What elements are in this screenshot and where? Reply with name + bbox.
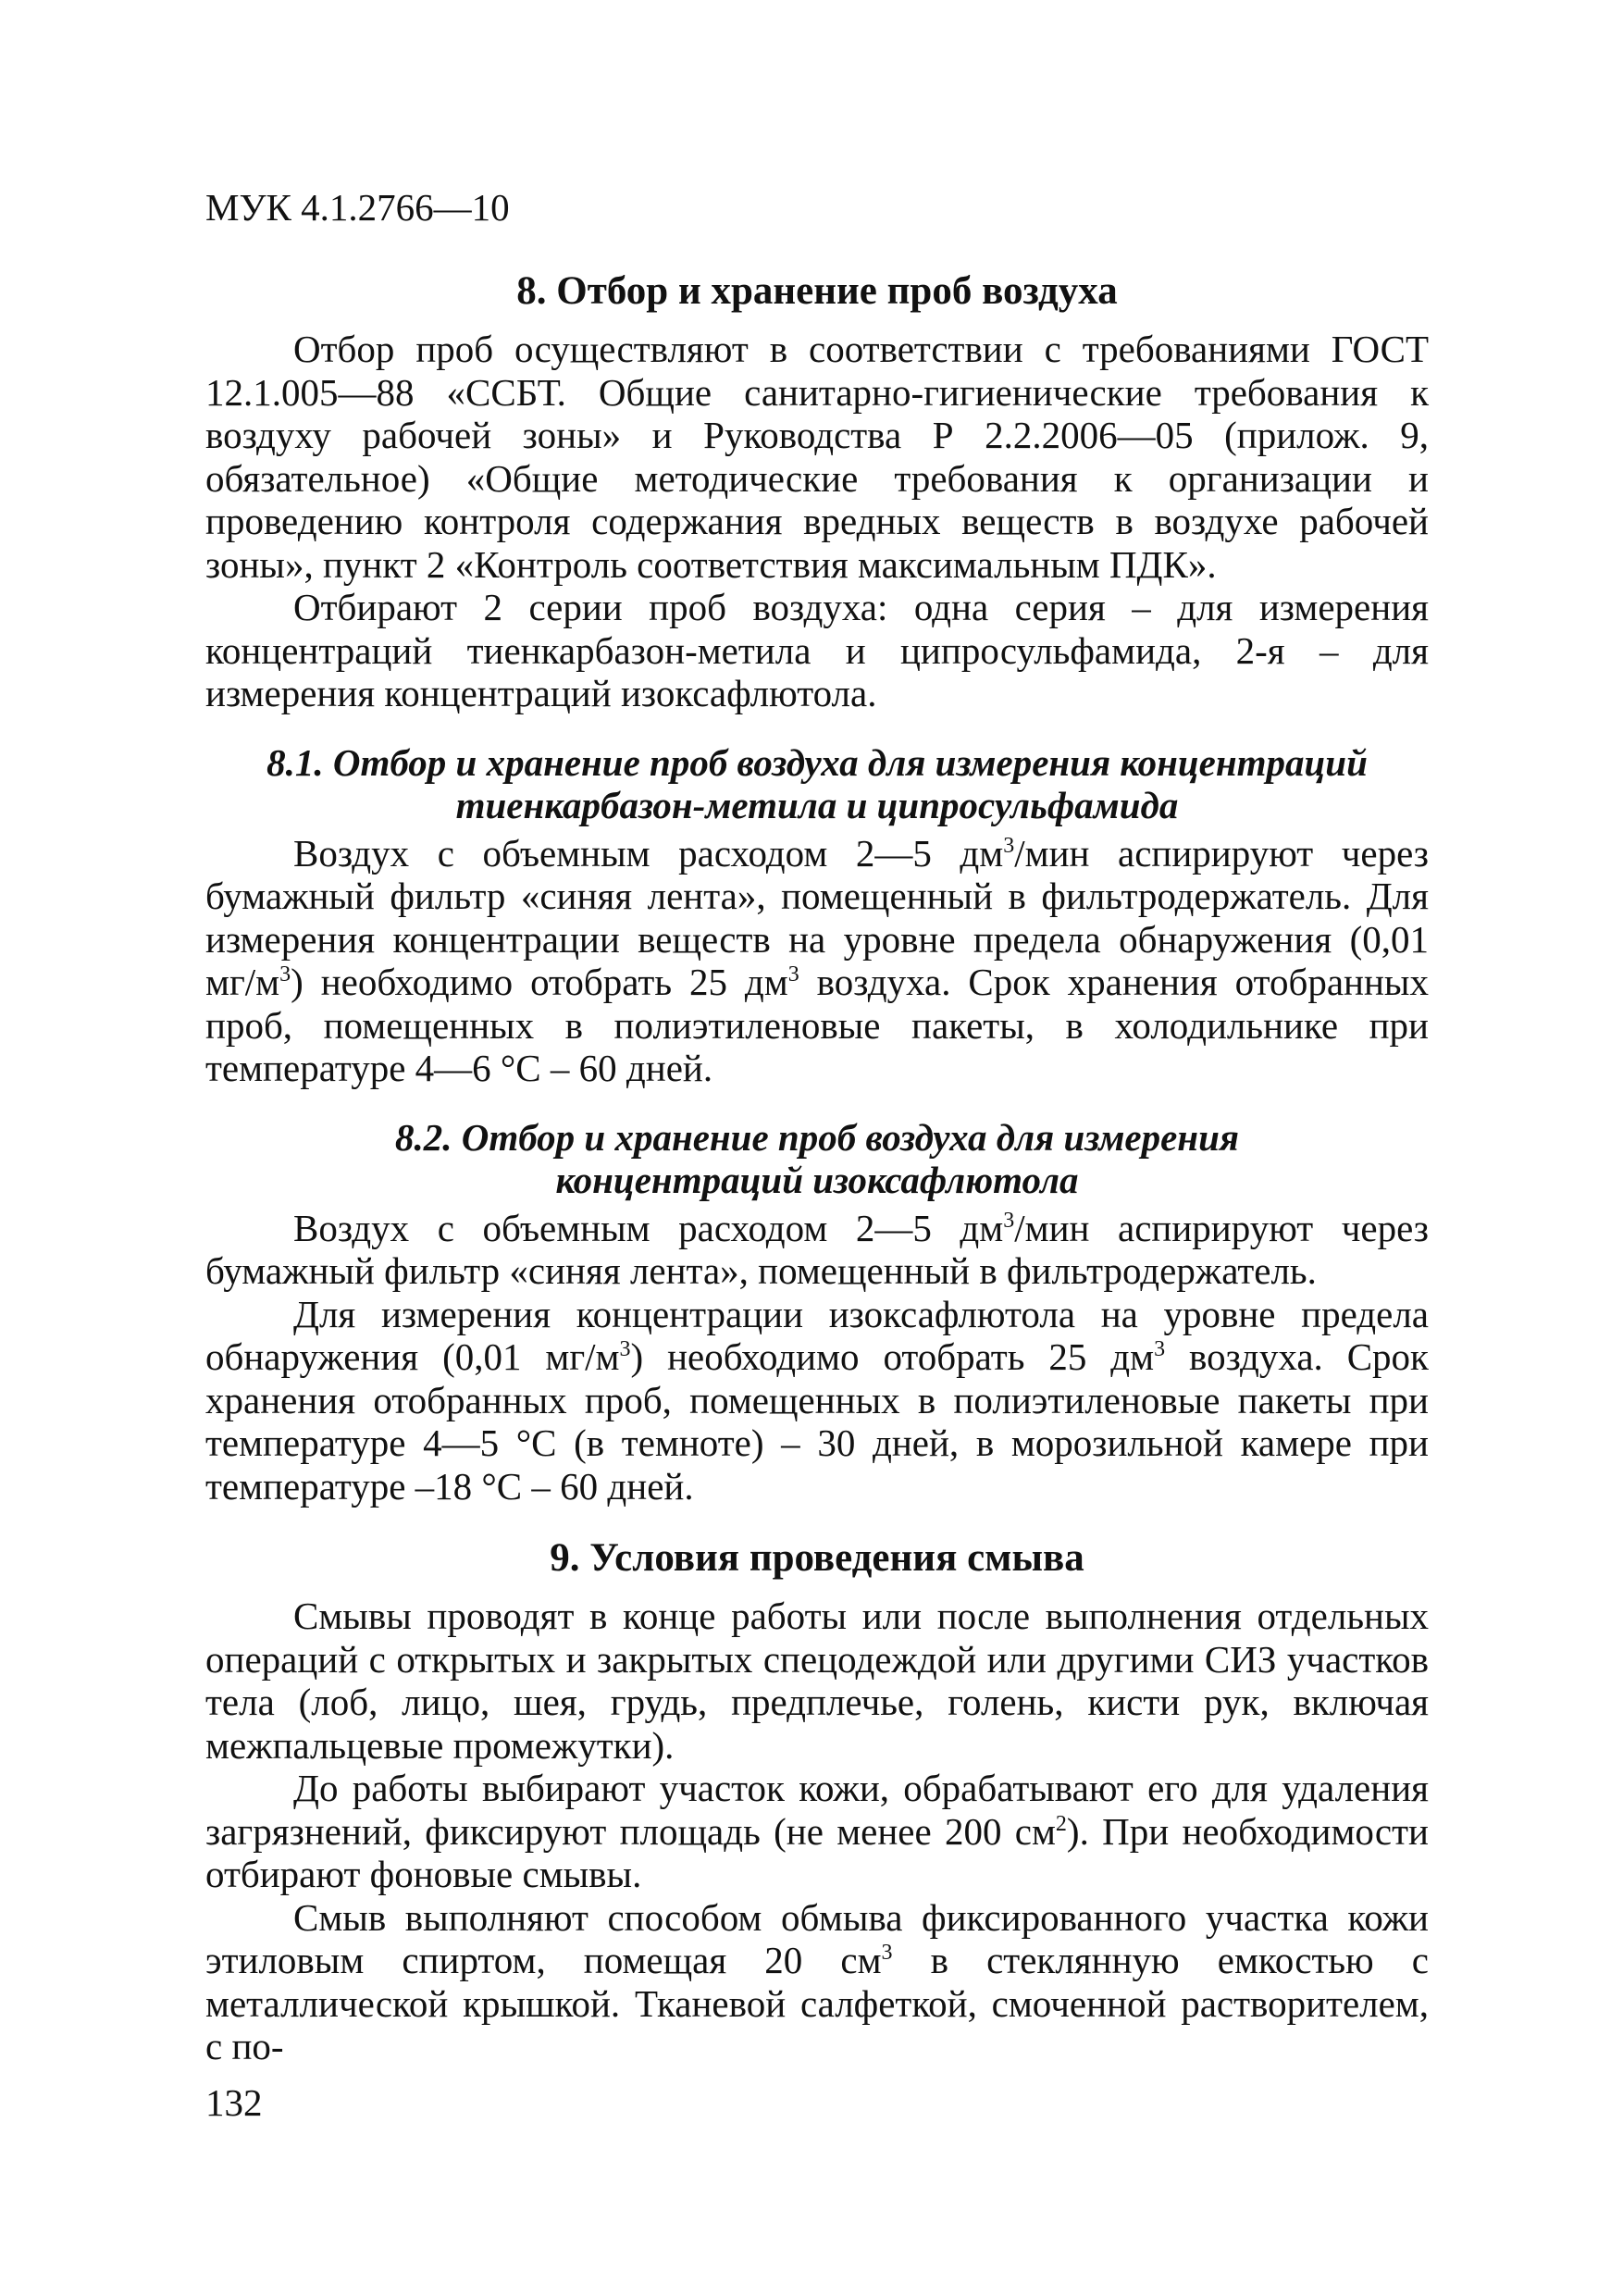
text-run: ). При необходимости отбирают фоновые смывы. <box>205 1809 1429 1895</box>
superscript: 3 <box>619 1337 631 1361</box>
text-run: воздуха. Срок хранения отобранных проб, помещенных в полиэтиленовые пакеты при температуре 4—5 °С (в темноте) – 30 дней, в морозильной камере при температуре –18 °С – 60 дней. <box>205 1335 1429 1508</box>
superscript: 3 <box>1154 1337 1166 1361</box>
running-header: МУК 4.1.2766—10 <box>205 186 510 229</box>
section-8-2-paragraph-2 <box>205 1293 1429 1508</box>
superscript: 3 <box>1003 1208 1015 1233</box>
text-run: Для измерения концентрации изоксафлютола на уровне предела обнаружения (0,01 мг/м <box>205 1292 1429 1378</box>
text-run: ) необходимо отобрать 25 дм <box>291 961 788 1003</box>
text-run: воздуха. Срок хранения отобранных проб, помещенных в полиэтиленовые пакеты, в холодильнике при температуре 4—6 °С – 60 дней. <box>205 961 1429 1089</box>
section-8-2-heading <box>205 1116 1429 1201</box>
section-8-1-paragraph-1 <box>205 832 1429 1090</box>
page-number: 132 <box>205 2081 263 2124</box>
section-8-1-heading-line-2: тиенкарбазон-метила и ципросульфамида <box>455 783 1179 826</box>
section-8-paragraph-1: Отбор проб осуществляют в соответствии с требованиями ГОСТ 12.1.005—88 «ССБТ. Общие санитарно-гигиенические требования к воздуху рабочей зоны» и Руководства Р 2.2.2006—05 (прилож. 9, обязательное) «Общие методические требования к организации и проведению контроля содержания вредных веществ в воздухе рабочей зоны», пункт 2 «Контроль соответствия максимальным ПДК». <box>205 328 1429 586</box>
text-run: /мин аспирируют через бумажный фильтр «синяя лента», помещенный в фильтродержатель. Для измерения концентрации веществ на уровне предела обнаружения (0,01 мг/м <box>205 831 1429 1003</box>
section-9-paragraph-1: Смывы проводят в конце работы или после выполнения отдельных операций с открытых и закрытых спецодеждой или другими СИЗ участков тела (лоб, лицо, шея, грудь, предплечье, голень, кисти рук, включая межпальцевые промежутки). <box>205 1595 1429 1767</box>
section-9-heading: 9. Условия проведения смыва <box>550 1536 1084 1580</box>
text-run: в стеклянную емкостью с металлической крышкой. Тканевой салфеткой, смоченной растворителем, с по- <box>205 1939 1429 2067</box>
superscript: 3 <box>279 962 291 987</box>
section-8-2-paragraph-1 <box>205 1207 1429 1293</box>
text-run: Воздух с объемным расходом 2—5 дм <box>293 831 1004 875</box>
section-9-paragraph-2 <box>205 1767 1429 1896</box>
section-8-2-heading-line-1: 8.2. Отбор и хранение проб воздуха для измерения <box>394 1115 1239 1159</box>
section-8-paragraph-2: Отбирают 2 серии проб воздуха: одна серия – для измерения концентраций тиенкарбазон-метила и ципросульфамида, 2-я – для измерения концентраций изоксафлютола. <box>205 586 1429 714</box>
text-run: Смыв выполняют способом обмыва фиксированного участка кожи этиловым спиртом, помещая 20 см <box>205 1895 1429 1981</box>
section-8-heading: 8. Отбор и хранение проб воздуха <box>516 269 1118 313</box>
superscript: 3 <box>787 962 799 987</box>
superscript: 3 <box>1003 833 1015 858</box>
page-body <box>205 268 1429 2068</box>
text-run: Воздух с объемным расходом 2—5 дм <box>293 1206 1004 1249</box>
text-run: ) необходимо отобрать 25 дм <box>630 1335 1155 1378</box>
superscript: 2 <box>1055 1811 1067 1836</box>
text-run: /мин аспирируют через бумажный фильтр «синяя лента», помещенный в фильтродержатель. <box>205 1206 1429 1292</box>
section-8-2-heading-line-2: концентраций изоксафлютола <box>555 1158 1079 1201</box>
superscript: 3 <box>881 1941 893 1965</box>
text-run: До работы выбирают участок кожи, обрабатывают его для удаления загрязнений, фиксируют площадь (не менее 200 см <box>205 1767 1429 1853</box>
section-8-1-heading <box>205 741 1429 826</box>
section-9-paragraph-3 <box>205 1896 1429 2068</box>
section-8-1-heading-line-1: 8.1. Отбор и хранение проб воздуха для измерения концентраций <box>266 740 1368 784</box>
